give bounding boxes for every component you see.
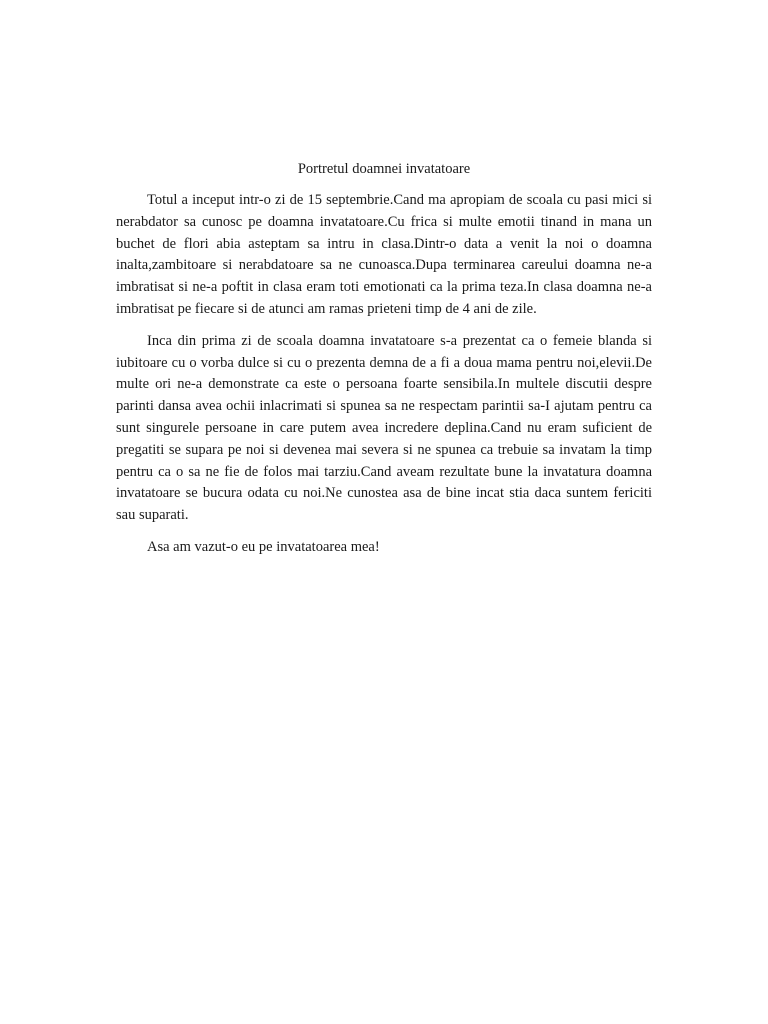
paragraph-2: Inca din prima zi de scoala doamna invatatoare s-a prezentat ca o femeie blanda si iubitoare cu o vorba dulce si cu o prezenta demna de a fi a doua mama pentru noi,elevii.De multe ori ne-a demonstrate ca este o persoana foarte sensibila.In multele discutii despre parinti dansa avea ochii inlacrimati si spunea sa ne respectam parintii sa-I ajutam pentru ca sunt singurele persoane in care putem avea incredere deplina.Cand nu eram suficient de pregatiti se supara pe noi si devenea mai severa si ne spunea ca trebuie sa invatam la timp pentru ca o sa ne fie de folos mai tarziu.Cand aveam rezultate bune la invatatura doamna invatatoare se bucura odata cu noi.Ne cunostea asa de bine incat stia daca suntem fericiti sau suparati. — [116, 332, 652, 524]
paragraph-3: Asa am vazut-o eu pe invatatoarea mea! — [147, 538, 380, 555]
document-title: Portretul doamnei invatatoare — [297, 161, 471, 177]
document-page — [116, 158, 652, 569]
paragraph-1: Totul a inceput intr-o zi de 15 septembrie.Cand ma apropiam de scoala cu pasi mici si nerabdator sa cunosc pe doamna invatatoare.Cu frica si multe emotii tinand in mana un buchet de flori abia asteptam sa intru in clasa.Dintr-o data a venit la noi o doamna inalta,zambitoare si nerabdatoare sa ne cunoasca.Dupa terminarea careului doamna ne-a imbratisat si ne-a poftit in clasa eram toti emotionati ca la prima teza.In clasa doamna ne-a imbratisat pe fiecare si de atunci am ramas prieteni timp de 4 ani de zile. — [116, 192, 652, 317]
